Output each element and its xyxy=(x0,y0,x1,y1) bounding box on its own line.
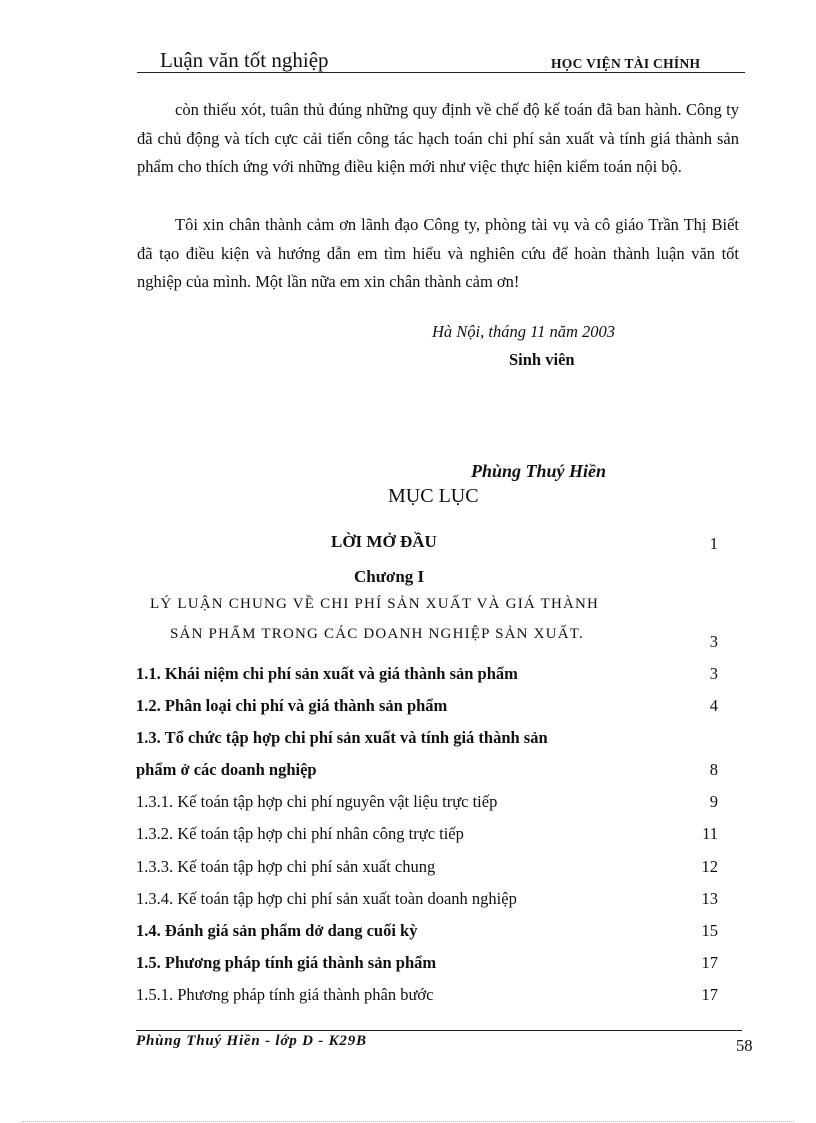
toc-chapter-label: Chương I xyxy=(354,567,425,586)
toc-entry-page: 15 xyxy=(701,921,718,940)
signature-place-date: Hà Nội, tháng 11 năm 2003 xyxy=(432,322,616,341)
toc-chapter-title-line1: LÝ LUẬN CHUNG VỀ CHI PHÍ SẢN XUẤT VÀ GIÁ THÀNH xyxy=(150,596,600,612)
toc-intro-page: 1 xyxy=(709,534,718,553)
toc-entry: 1.3.2. Kế toán tập hợp chi phí nhân công trực tiếp xyxy=(136,824,464,843)
footer-page-number: 58 xyxy=(736,1036,753,1055)
toc-entry: 1.3.4. Kế toán tập hợp chi phí sản xuất toàn doanh nghiệp xyxy=(136,889,517,908)
toc-entry: 1.3. Tổ chức tập hợp chi phí sản xuất và tính giá thành sản xyxy=(136,728,548,747)
body-paragraph-2: Tôi xin chân thành cảm ơn lãnh đạo Công ty, phòng tài vụ và cô giáo Trần Thị Biết đã tạo điều kiện và hướng dẫn em tìm hiểu và nghiên cứu để hoàn thành luận văn tốt nghiệp của mình. Một lần nữa em xin chân thành cảm ơn! xyxy=(137,215,739,292)
footer-author: Phùng Thuý Hiền - lớp D - K29B xyxy=(136,1033,367,1049)
toc-entry-page: 17 xyxy=(701,953,718,972)
toc-chapter-title-line2: SẢN PHẨM TRONG CÁC DOANH NGHIỆP SẢN XUẤT. xyxy=(170,626,584,642)
toc-intro-label: LỜI MỞ ĐẦU xyxy=(331,532,437,551)
toc-entry-page: 12 xyxy=(701,857,718,876)
toc-entry-page: 13 xyxy=(701,889,718,908)
toc-entry: 1.3.3. Kế toán tập hợp chi phí sản xuất chung xyxy=(136,857,436,876)
header-institution: HỌC VIỆN TÀI CHÍNH xyxy=(551,56,701,71)
toc-title: MỤC LỤC xyxy=(388,485,479,507)
toc-entry-page: 17 xyxy=(701,985,718,1004)
toc-entry-page: 3 xyxy=(709,664,718,683)
toc-entry: 1.2. Phân loại chi phí và giá thành sản phẩm xyxy=(136,696,448,715)
toc-entry: 1.5. Phương pháp tính giá thành sản phẩm xyxy=(136,953,437,972)
toc-entry: 1.1. Khái niệm chi phí sản xuất và giá thành sản phẩm xyxy=(136,664,518,683)
signature-name: Phùng Thuý Hiền xyxy=(471,461,607,481)
body-paragraph-1: còn thiếu xót, tuân thủ đúng những quy định về chế độ kế toán đã ban hành. Công ty đã chủ động và tích cực cải tiến công tác hạch toán chi phí sản xuất và tính giá thành sản phẩm cho thích ứng với những điều kiện mới như việc thực hiện kiểm toán nội bộ. xyxy=(137,100,739,177)
toc-chapter-page: 3 xyxy=(709,632,718,651)
footer-divider xyxy=(136,1030,742,1031)
signature-role: Sinh viên xyxy=(509,350,575,369)
header-divider xyxy=(137,72,745,73)
toc-entry: 1.4. Đánh giá sản phẩm dở dang cuối kỳ xyxy=(136,921,418,940)
toc-entry: 1.3.1. Kế toán tập hợp chi phí nguyên vật liệu trực tiếp xyxy=(136,792,498,811)
toc-entry-page: 8 xyxy=(709,760,718,779)
toc-entry: 1.5.1. Phương pháp tính giá thành phân bước xyxy=(136,985,434,1004)
toc-entry-page: 4 xyxy=(709,696,718,715)
header-thesis-title: Luận văn tốt nghiệp xyxy=(160,48,329,72)
page-bottom-edge xyxy=(22,1121,794,1122)
toc-entry: phẩm ở các doanh nghiệp xyxy=(136,760,317,779)
toc-entry-page: 9 xyxy=(709,792,718,811)
toc-entry-page: 11 xyxy=(702,824,718,843)
